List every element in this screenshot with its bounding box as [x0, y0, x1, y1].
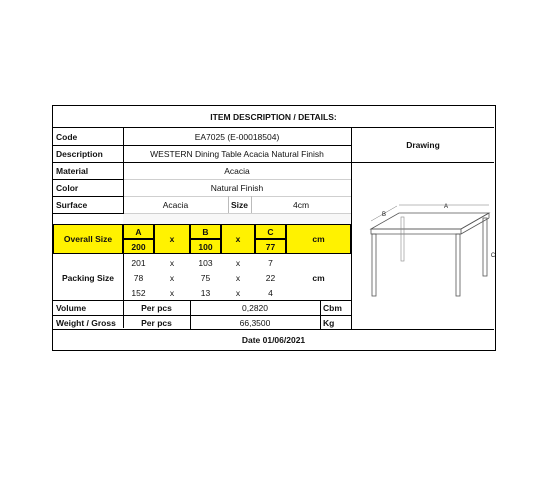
material-label: Material — [56, 165, 89, 176]
packing-a-3: 152 — [131, 287, 146, 298]
overall-sep-2: x — [221, 224, 255, 254]
description-label: Description — [56, 148, 103, 159]
dim-a-label: A — [443, 204, 448, 210]
volume-unit: Cbm — [323, 303, 342, 313]
item-details-sheet — [52, 105, 496, 351]
packing-sep: x — [169, 287, 175, 298]
dim-c-label: C — [490, 253, 496, 259]
packing-c-2: 22 — [265, 272, 276, 283]
color-value: Natural Finish — [210, 182, 264, 193]
weight-label: Weight / Gross — [56, 317, 116, 328]
volume-per: Per pcs — [141, 303, 172, 313]
volume-label: Volume — [56, 303, 87, 313]
dim-b-label: B — [381, 212, 386, 218]
packing-b-2: 75 — [200, 272, 211, 283]
packing-c-3: 4 — [268, 287, 273, 298]
weight-per: Per pcs — [141, 317, 172, 328]
surface-label: Surface — [56, 199, 88, 210]
description-value: WESTERN Dining Table Acacia Natural Finish — [150, 148, 324, 159]
spacer-row — [123, 214, 351, 224]
packing-size-label: Packing Size — [62, 272, 114, 283]
overall-size-label: Overall Size — [53, 224, 123, 254]
overall-unit: cm — [286, 224, 351, 254]
overall-value-c: 77 — [255, 239, 286, 254]
overall-sep-1: x — [154, 224, 190, 254]
packing-a-2: 78 — [133, 272, 144, 283]
material-value: Acacia — [224, 165, 250, 176]
packing-sep: x — [235, 272, 241, 283]
packing-a-1: 201 — [131, 257, 146, 268]
overall-value-a: 200 — [123, 239, 154, 254]
packing-c-1: 7 — [268, 257, 273, 268]
overall-header-b: B — [190, 224, 221, 239]
drawing-label: Drawing — [406, 140, 440, 150]
packing-unit: cm — [312, 272, 325, 283]
weight-value: 66,3500 — [239, 317, 271, 328]
packing-sep: x — [169, 272, 175, 283]
packing-b-1: 103 — [198, 257, 213, 268]
code-label: Code — [56, 131, 78, 142]
date-footer: Date 01/06/2021 — [241, 334, 306, 345]
volume-value: 0,2820 — [242, 303, 268, 313]
packing-sep: x — [235, 257, 241, 268]
size-label: Size — [230, 199, 248, 210]
overall-header-a: A — [123, 224, 154, 239]
code-value: EA7025 (E-00018504) — [194, 131, 280, 142]
packing-b-3: 13 — [200, 287, 211, 298]
sheet-title: ITEM DESCRIPTION / DETAILS: — [210, 111, 337, 122]
overall-value-b: 100 — [190, 239, 221, 254]
color-label: Color — [56, 182, 79, 193]
weight-unit: Kg — [323, 317, 335, 328]
packing-sep: x — [235, 287, 241, 298]
packing-sep: x — [169, 257, 175, 268]
size-value: 4cm — [292, 199, 310, 210]
surface-value: Acacia — [162, 199, 189, 210]
overall-header-c: C — [255, 224, 286, 239]
